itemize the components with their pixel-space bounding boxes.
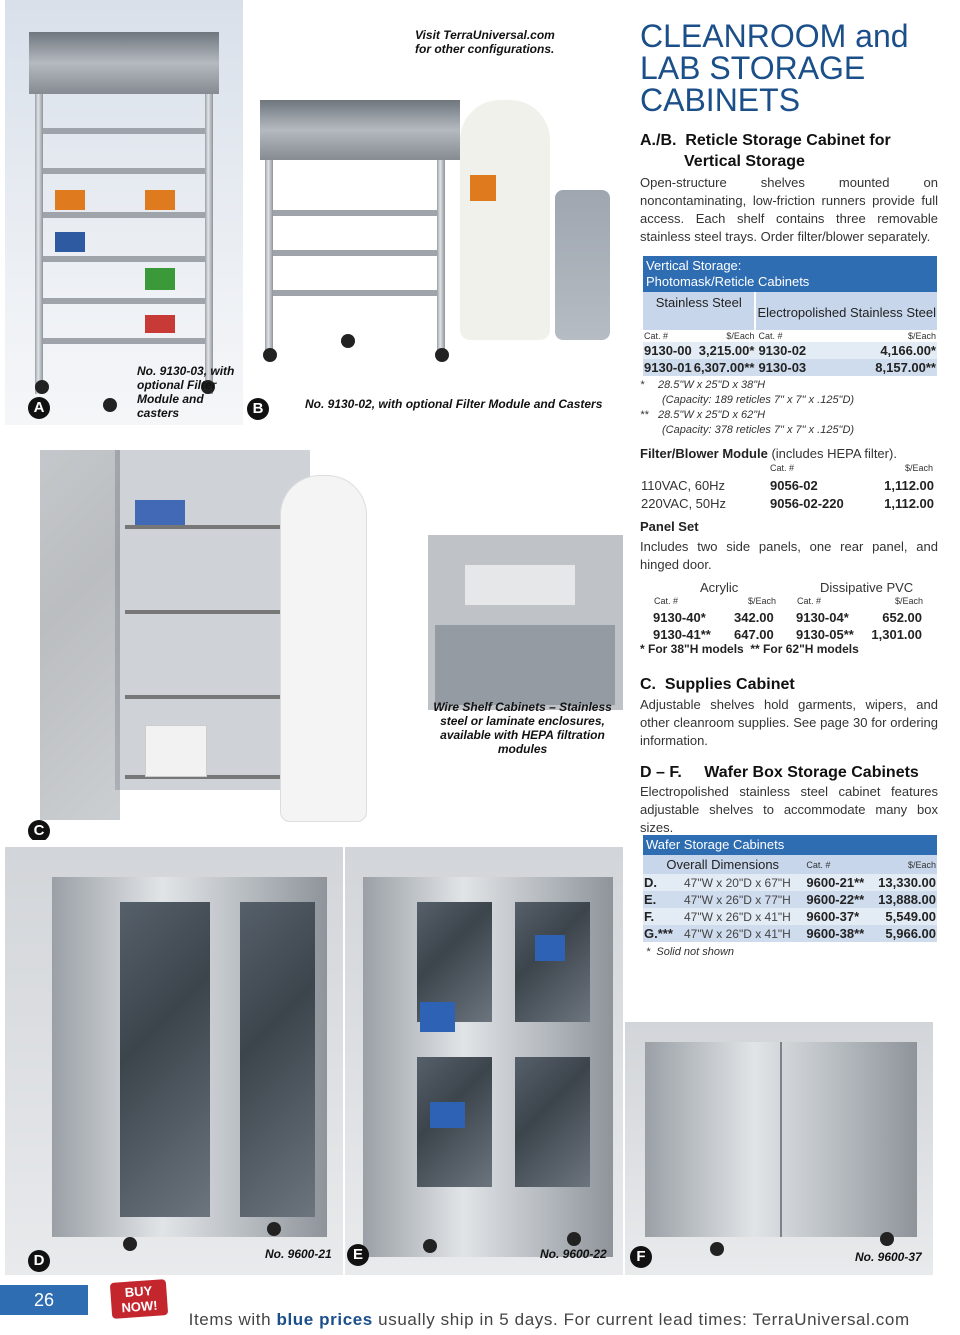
row-id: E. [644,892,657,907]
row-id: D. [644,875,657,890]
page-number: 26 [0,1285,88,1315]
wire-shelf [125,610,295,614]
cat-number: 9130-41** [653,627,711,642]
note-text: 28.5"W x 25"D x 62"H [658,409,766,421]
photo-a [5,0,243,425]
section-label: C. [640,676,656,693]
pvc-head: Dissipative PVC [820,580,914,595]
filter-module [29,32,219,94]
wafer-table-note: * Solid not shown [646,946,735,958]
cabinet-frame-right [437,160,445,350]
price: 8,157.00** [875,360,936,375]
note-line [640,408,938,423]
table-title [643,256,937,292]
photo-b-caption: No. 9130-02, with optional Filter Module and Casters [305,397,603,411]
photo-a-caption: No. 9130-03, with optional Filter Module and casters [137,364,235,420]
filter-desc: 220VAC, 50Hz [641,496,727,511]
visit-note: Visit TerraUniversal.com for other configurations. [415,28,555,56]
cat-number: 9130-03 [758,360,807,375]
table-row [643,874,937,891]
dimensions: 47"W x 26"D x 41"H [684,909,791,924]
shelf [273,250,437,256]
filter-module [260,100,460,160]
filter-row [640,495,938,513]
cabinet-d-door-left [120,902,210,1217]
title-line: CABINETS [640,82,801,118]
section-c-heading [640,674,938,695]
caster [123,1237,137,1251]
column-header: Electropolished Stainless Steel [755,292,937,330]
photo-a-letter: A [28,397,50,419]
price: 1,301.00 [871,627,922,642]
caster [423,1239,437,1253]
shelf [273,290,437,296]
wafer-box-blue [535,935,565,961]
price: 13,330.00 [878,875,936,890]
table-title-line: Vertical Storage: [646,258,742,273]
panel-set-heading: Panel Set [640,519,699,534]
price: 5,549.00 [885,909,936,924]
shelf [43,338,205,344]
note-text: 28.5"W x 25"D x 38"H [658,379,766,391]
photo-d-caption: No. 9600-21 [265,1247,332,1261]
cat-number: 9130-04* [796,610,849,625]
section-heading-line: Supplies Cabinet [664,676,795,693]
cat-number: 9130-01 [644,360,692,375]
dimensions: 47"W x 26"D x 77"H [684,892,791,907]
table-title: Wafer Storage Cabinets [643,835,937,855]
price: 647.00 [734,627,774,642]
photo-e [345,847,623,1275]
cabinet-e-pane [515,1057,590,1187]
dimensions: 47"W x 20"D x 67"H [684,875,791,890]
price: 13,888.00 [878,892,936,907]
photo-b [245,0,623,425]
cleanroom-worker [280,475,367,822]
photo-e-caption: No. 9600-22 [540,1247,607,1261]
cleanroom-worker [460,100,550,340]
column-header: Stainless Steel [643,292,755,330]
section-heading-line: Reticle Storage Cabinet for [685,132,891,149]
note-line [640,393,938,408]
buy-now-badge[interactable] [110,1279,168,1319]
photo-d-letter: D [28,1250,50,1272]
shelf [43,298,205,304]
filter-each-label: $/Each [905,463,934,473]
orange-box [145,190,175,210]
price: 342.00 [734,610,774,625]
panel-row [640,626,938,643]
buy-now-text: BUY [124,1283,153,1300]
panel-set-body: Includes two side panels, one rear panel, and hinged door. [640,539,938,572]
caster [263,348,277,362]
lab-chair [555,190,610,340]
cat-label: Cat. # [654,596,679,606]
caster [341,334,355,348]
panel-set-footnote: * For 38"H models ** For 62"H models [640,642,859,656]
filter-desc: 110VAC, 60Hz [641,478,726,493]
panel-set-rows [640,609,938,643]
shelf [273,210,437,216]
cat-number: 9130-40* [653,610,706,625]
photo-c-letter: C [28,820,50,840]
price: 652.00 [882,610,922,625]
photo-d [5,847,343,1275]
blue-box [55,232,85,252]
filter-cat-label: Cat. # [770,463,795,473]
photo-f-caption: No. 9600-37 [855,1250,922,1264]
table-row [643,342,937,359]
table-row [643,908,937,925]
price: 1,112.00 [884,478,934,493]
cat-label: Cat. # [755,330,837,342]
cat-number: 9130-02 [758,343,807,358]
wafer-box-blue [420,1002,455,1032]
cat-number: 9056-02 [770,478,818,493]
wire-shelf [125,525,295,529]
cat-label: Cat. # [797,596,822,606]
photo-f [625,1022,933,1275]
cabinet-f-door-seam [780,1042,782,1237]
caster [267,1222,281,1236]
price: 3,215.00* [698,343,755,358]
caster [710,1242,724,1256]
each-label: $/Each [871,855,937,874]
panel-row [640,609,938,626]
section-ab-heading [640,130,938,172]
vertical-notes [640,378,938,438]
section-df-body: Electropolished stainless steel cabinet features adjustable shelves to accommodate many box sizes. [640,784,938,835]
caster [435,348,449,362]
page-title [640,20,940,116]
shelf [43,256,205,262]
shelf [43,168,205,174]
caster [880,1232,894,1246]
table-row [643,891,937,908]
column-header: Overall Dimensions [643,855,802,874]
green-box [145,268,175,290]
footer-highlight: blue prices [276,1310,373,1329]
section-ab-body: Open-structure shelves mounted on noncontaminating, low-friction runners provide full access. Each shelf contains three removable stainless steel trays. Order filter/blower separately. [640,175,938,244]
shelf [43,128,205,134]
photo-f-letter: F [630,1246,652,1268]
each-label: $/Each [748,596,777,606]
cabinet-frame-left [265,160,273,350]
cat-number: 9056-02-220 [770,496,844,511]
cat-number: 9600-21** [806,875,865,890]
cabinet-d-door-right [240,902,315,1217]
blue-supplies [135,500,185,525]
note-line [640,423,938,438]
section-c-body: Adjustable shelves hold garments, wipers, and other cleanroom supplies. See page 30 for ordering information. [640,697,938,748]
price: 5,966.00 [885,926,936,941]
price: 1,112.00 [884,496,934,511]
heading-text: Filter/Blower Module [640,446,768,461]
footer-text [178,1290,910,1330]
title-line: LAB STORAGE [640,50,866,86]
table-row [643,925,937,942]
filter-module-heading [640,446,938,461]
wall-cabinet-glass [435,625,615,705]
footer-text-part: usually ship in 5 days. For current lead times: TerraUniversal.com [372,1310,910,1329]
photo-c [5,430,623,840]
title-line: CLEANROOM and [640,18,909,54]
note-text: (Capacity: 189 reticles 7" x 7" x .125"D) [662,394,855,406]
wafer-box-blue [430,1102,465,1128]
white-supplies [145,725,207,777]
heading-note: (includes HEPA filter). [771,446,897,461]
note-line [640,378,938,393]
table-row [643,359,937,376]
orange-box-held [470,175,496,201]
photo-b-letter: B [247,398,269,420]
caster [567,1232,581,1246]
photo-c-caption: Wire Shelf Cabinets – Stainless steel or laminate enclosures, available with HEPA filtration modules [433,700,612,756]
footer-text-part: Items with [188,1310,277,1329]
cat-number: 9600-37* [806,909,860,924]
shelf [43,212,205,218]
cat-number: 9600-38** [806,926,865,941]
cat-number: 9130-00 [644,343,692,358]
cat-label: Cat. # [643,330,693,342]
cabinet-c-door-left [40,450,120,820]
cat-number: 9130-05** [796,627,854,642]
section-heading-line: Wafer Box Storage Cabinets [704,764,919,781]
caster [103,398,117,412]
note-text: (Capacity: 378 reticles 7" x 7" x .125"D) [662,424,855,436]
cabinet-e-pane [515,902,590,1022]
each-label: $/Each [693,330,756,342]
wall-cabinet-module [465,565,575,605]
section-heading-line: Vertical Storage [684,153,805,170]
buy-now-text: NOW! [120,1297,159,1316]
photo-e-letter: E [347,1244,369,1266]
table-title-line: Photomask/Reticle Cabinets [646,274,810,289]
wire-shelf [125,695,295,699]
row-id: F. [644,909,655,924]
acrylic-head: Acrylic [700,580,739,595]
section-df-heading [640,762,938,783]
filter-module-rows [640,477,938,513]
cabinet-frame-right [205,94,213,394]
note-mark: ** [640,409,649,421]
vertical-storage-table [643,256,937,376]
dimensions: 47"W x 26"D x 41"H [684,926,791,941]
red-box [145,315,175,333]
row-id: G.*** [644,926,673,941]
caster [35,380,49,394]
orange-box [55,190,85,210]
cabinet-frame-left [35,94,43,394]
price: 6,307.00** [693,360,755,375]
note-mark: * [640,379,645,391]
section-label: D – F. [640,764,682,781]
price: 4,166.00* [880,343,936,358]
section-label: A./B. [640,132,677,149]
wafer-storage-table [643,835,937,942]
filter-row [640,477,938,495]
each-label: $/Each [895,596,924,606]
cat-label: Cat. # [802,855,871,874]
each-label: $/Each [837,330,937,342]
cat-number: 9600-22** [806,892,865,907]
